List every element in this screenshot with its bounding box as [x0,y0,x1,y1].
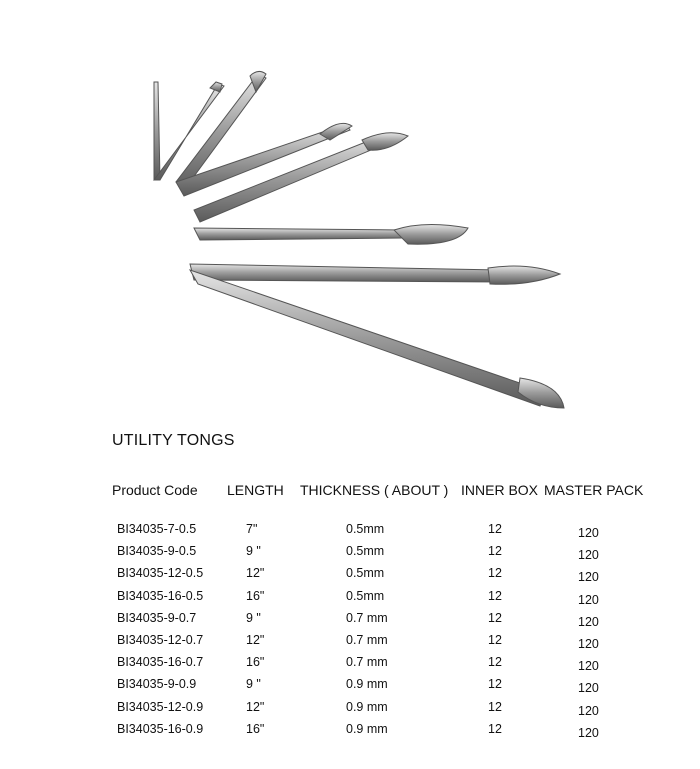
cell-length: 9 " [246,677,261,692]
cell-thickness: 0.5mm [346,588,385,603]
cell-length: 12" [246,633,265,647]
cell-master-pack: 120 [578,548,599,563]
cell-master-pack: 120 [578,725,599,740]
cell-length: 16" [246,655,265,670]
header-product-code: Product Code [112,482,198,498]
cell-inner-box: 12 [488,721,502,736]
cell-length: 7" [246,522,258,536]
tongs-product-image [140,70,580,420]
cell-inner-box: 12 [488,522,502,536]
cell-length: 9 " [246,610,261,625]
tong-9-inch [176,71,352,196]
cell-thickness: 0.5mm [346,522,385,536]
cell-product-code: BI34035-16-0.9 [117,721,204,736]
cell-master-pack: 120 [578,570,599,585]
cell-product-code: BI34035-9-0.7 [117,610,197,625]
cell-master-pack: 120 [578,659,599,674]
cell-inner-box: 12 [488,588,502,603]
cell-inner-box: 12 [488,544,502,559]
tong-16-inch [190,264,564,408]
cell-product-code: BI34035-16-0.5 [117,588,204,603]
cell-thickness: 0.9 mm [346,699,388,714]
cell-product-code: BI34035-9-0.9 [117,677,197,692]
cell-thickness: 0.9 mm [346,721,388,736]
page-title: UTILITY TONGS [112,432,235,449]
cell-master-pack: 120 [578,681,599,696]
tong-12-inch [194,133,468,244]
cell-thickness: 0.5mm [346,544,385,559]
cell-inner-box: 12 [488,677,502,692]
cell-thickness: 0.7 mm [346,633,388,647]
header-length: LENGTH [227,482,284,498]
cell-master-pack: 120 [578,637,599,651]
cell-length: 9 " [246,544,261,559]
header-thickness: THICKNESS ( ABOUT ) [300,482,449,498]
cell-product-code: BI34035-16-0.7 [117,655,204,670]
cell-length: 16" [246,721,265,736]
cell-product-code: BI34035-9-0.5 [117,544,197,559]
cell-thickness: 0.5mm [346,566,385,581]
cell-inner-box: 12 [488,655,502,670]
cell-master-pack: 120 [578,614,599,629]
cell-master-pack: 120 [578,703,599,718]
cell-length: 16" [246,588,265,603]
cell-product-code: BI34035-12-0.7 [117,633,204,647]
cell-product-code: BI34035-12-0.9 [117,699,204,714]
cell-length: 12" [246,699,265,714]
cell-inner-box: 12 [488,566,502,581]
cell-inner-box: 12 [488,610,502,625]
cell-thickness: 0.7 mm [346,655,388,670]
cell-length: 12" [246,566,265,581]
cell-master-pack: 120 [578,526,599,540]
header-inner-box: INNER BOX [461,482,539,498]
cell-thickness: 0.9 mm [346,677,388,692]
cell-product-code: BI34035-12-0.5 [117,566,204,581]
cell-product-code: BI34035-7-0.5 [117,522,197,536]
cell-thickness: 0.7 mm [346,610,388,625]
header-master-pack: MASTER PACK [544,482,644,498]
cell-master-pack: 120 [578,592,599,607]
cell-inner-box: 12 [488,633,502,647]
cell-inner-box: 12 [488,699,502,714]
